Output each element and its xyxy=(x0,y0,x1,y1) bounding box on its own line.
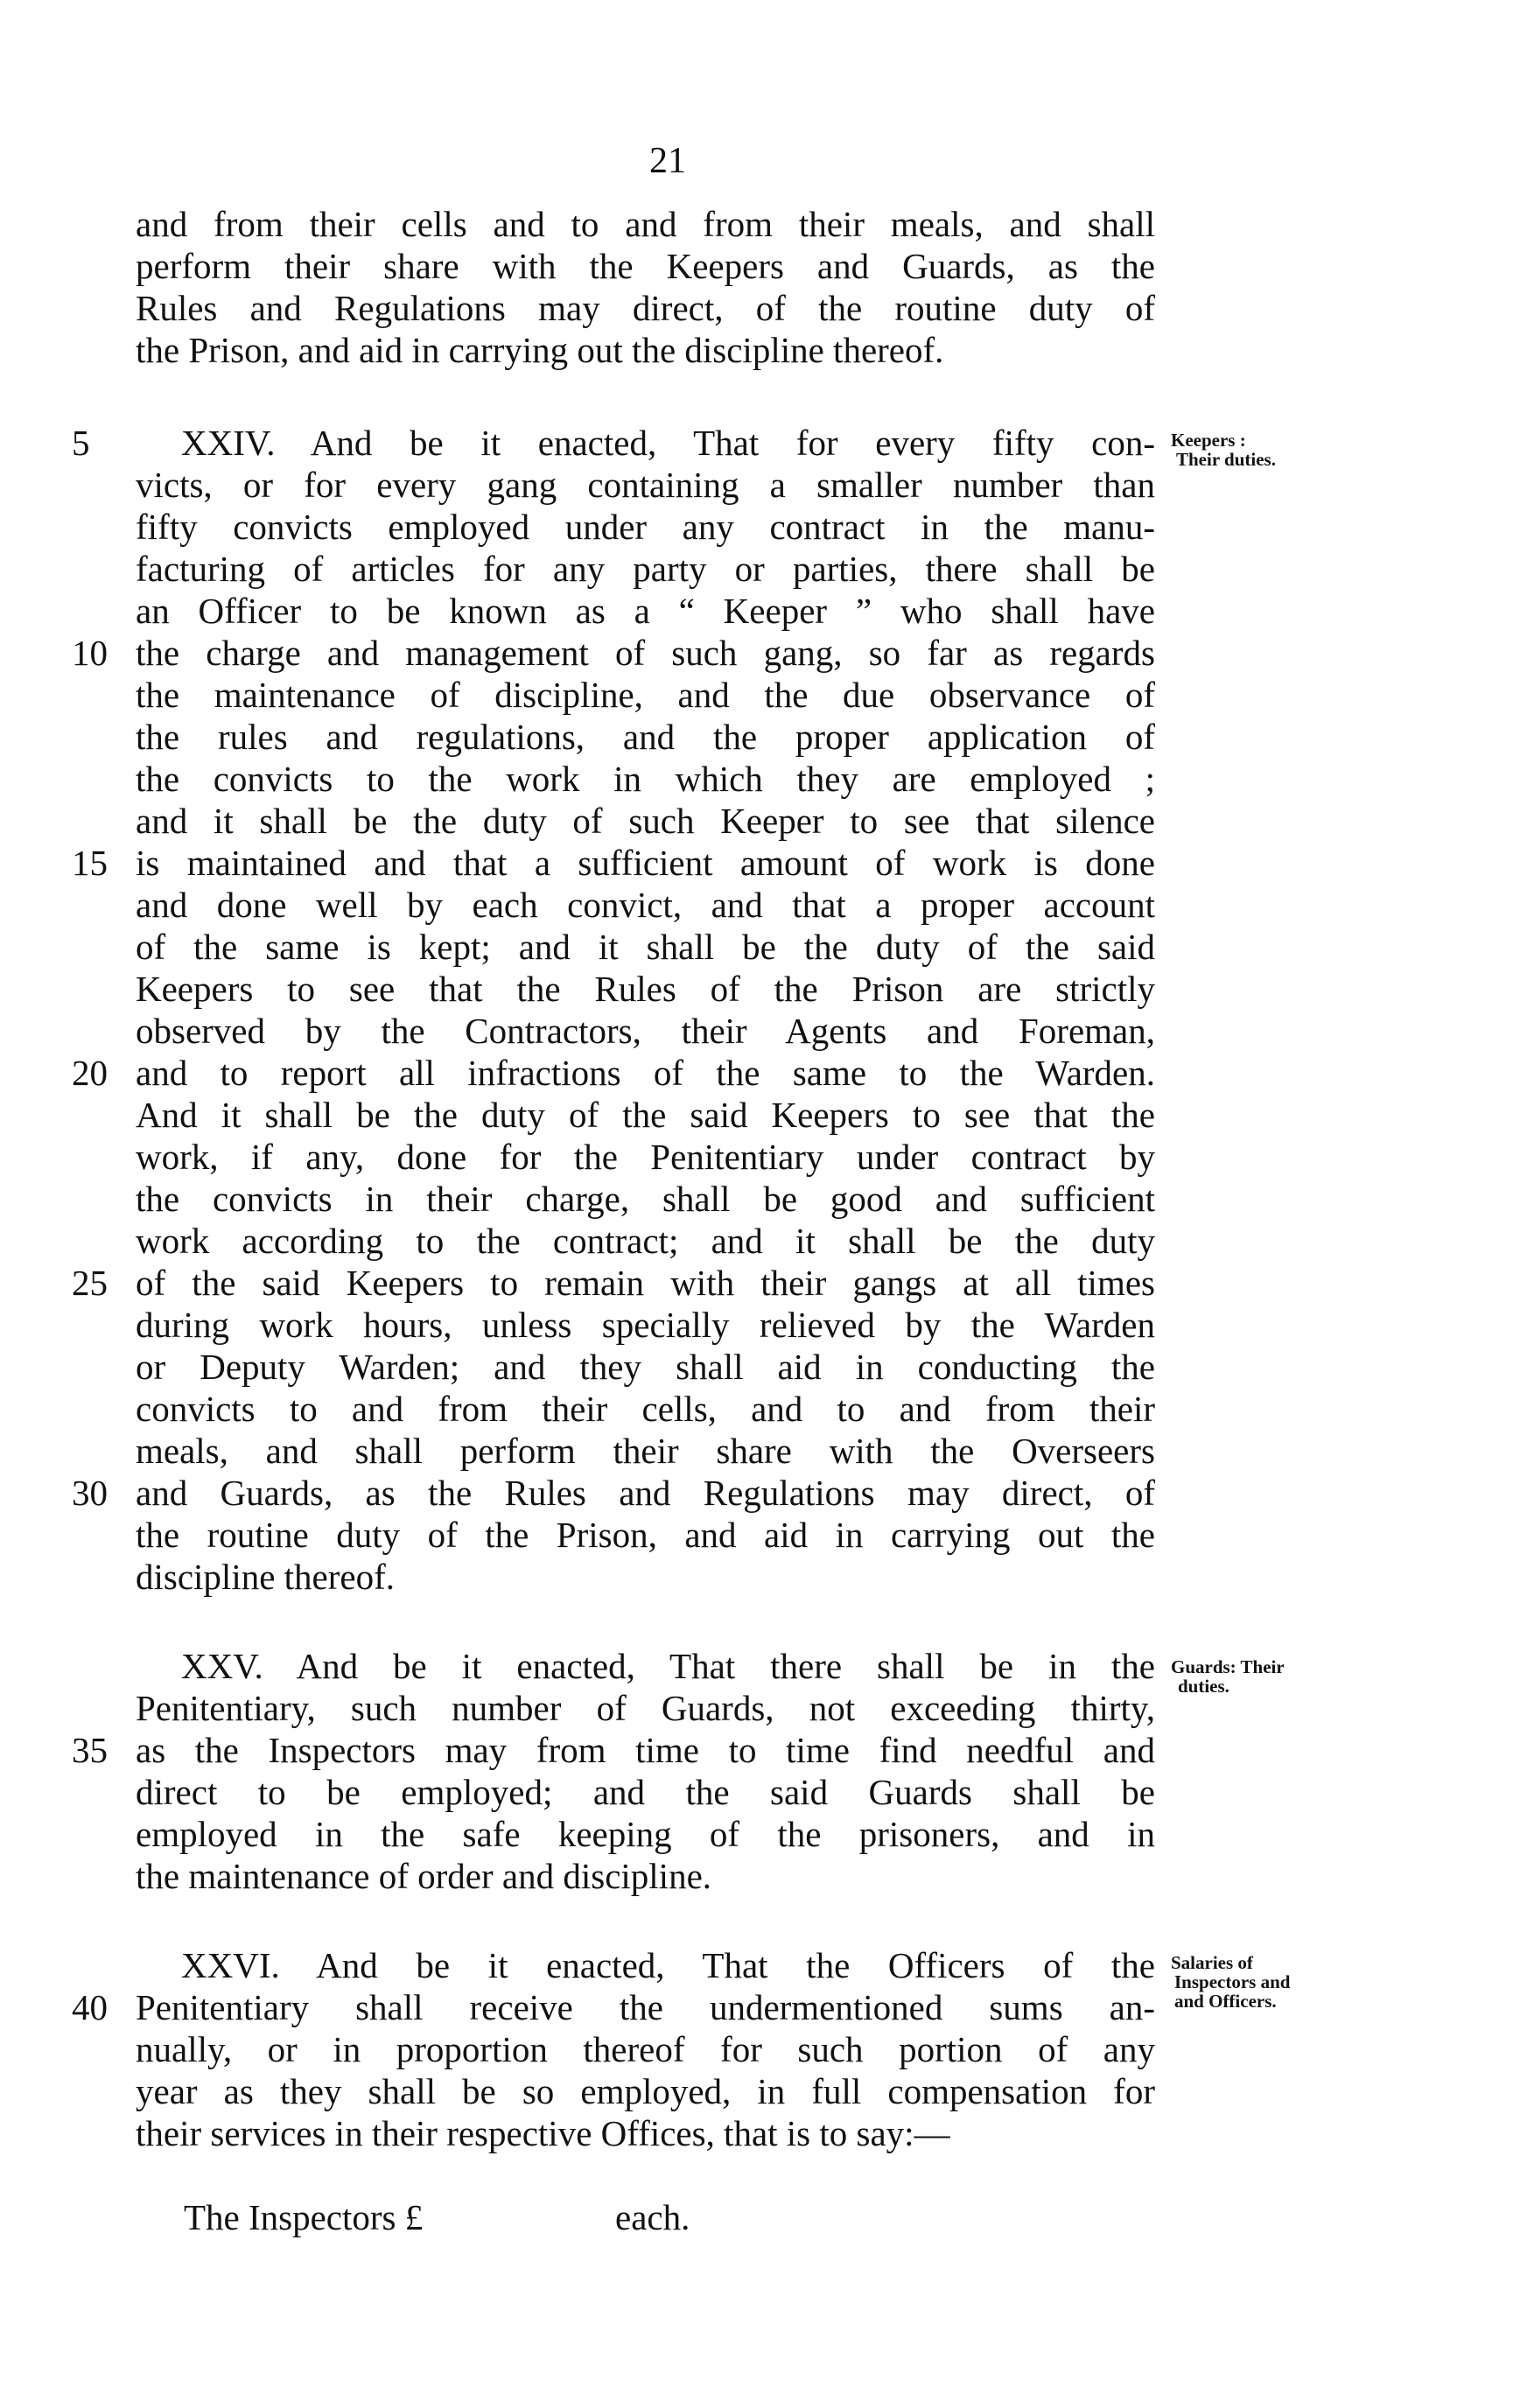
text-line: during work hours, unless specially relieved by the Warden xyxy=(136,1305,1155,1345)
section-xxvi-heading-line: XXVI. And be it enacted, That the Officers of the xyxy=(181,1945,1155,1985)
each-label: each. xyxy=(615,2197,690,2237)
text-line: as the Inspectors may from time to time find needful and xyxy=(136,1730,1155,1770)
text-line: and from their cells and to and from their meals, and shall xyxy=(136,204,1155,244)
text-line: Rules and Regulations may direct, of the routine duty of xyxy=(136,288,1155,328)
text-line: the Prison, and aid in carrying out the discipline thereof. xyxy=(136,330,944,370)
margin-note-line: and Officers. xyxy=(1174,1991,1277,2012)
text-line: the routine duty of the Prison, and aid in carrying out the xyxy=(136,1515,1155,1555)
text-line: work, if any, done for the Penitentiary under contract by xyxy=(136,1137,1155,1177)
text-line: an Officer to be known as a “ Keeper ” who shall have xyxy=(136,591,1155,631)
line-number: 35 xyxy=(72,1730,108,1770)
text-line: convicts to and from their cells, and to and from their xyxy=(136,1389,1155,1429)
text-line: observed by the Contractors, their Agents and Foreman, xyxy=(136,1011,1155,1051)
text-line: Penitentiary, such number of Guards, not exceeding thirty, xyxy=(136,1688,1155,1728)
line-number: 40 xyxy=(72,1987,108,2027)
text-line: is maintained and that a sufficient amount of work is done xyxy=(136,843,1155,883)
text-line: and it shall be the duty of such Keeper to see that silence xyxy=(136,801,1155,841)
text-line: the convicts to the work in which they are employed ; xyxy=(136,759,1155,799)
text-line: employed in the safe keeping of the prisoners, and in xyxy=(136,1814,1155,1854)
text-line: perform their share with the Keepers and Guards, as the xyxy=(136,246,1155,286)
text-line: the rules and regulations, and the proper application of xyxy=(136,717,1155,757)
line-number: 25 xyxy=(72,1263,108,1303)
margin-note-salaries xyxy=(1171,1953,1355,2011)
text-line: victs, or for every gang containing a smaller number than xyxy=(136,465,1155,505)
text-line: discipline thereof. xyxy=(136,1557,396,1597)
margin-note-line: Inspectors and xyxy=(1174,1971,1291,1992)
margin-note-line: Their duties. xyxy=(1176,449,1276,470)
text-line: the maintenance of order and discipline. xyxy=(136,1856,712,1896)
line-number: 5 xyxy=(72,423,90,463)
section-xxv-heading-line: XXV. And be it enacted, That there shall be in the xyxy=(181,1646,1155,1686)
text-line: and Guards, as the Rules and Regulations may direct, of xyxy=(136,1473,1155,1513)
text-line: direct to be employed; and the said Guards shall be xyxy=(136,1772,1155,1812)
text-line: Penitentiary shall receive the undermentioned sums an- xyxy=(136,1987,1155,2027)
text-line: or Deputy Warden; and they shall aid in conducting the xyxy=(136,1347,1155,1387)
text-line: facturing of articles for any party or parties, there shall be xyxy=(136,549,1155,589)
margin-note-line: Guards: Their xyxy=(1171,1656,1285,1677)
text-line: their services in their respective Offices, that is to say:— xyxy=(136,2113,950,2153)
margin-note-keepers xyxy=(1171,430,1355,469)
text-line: of the said Keepers to remain with their gangs at all times xyxy=(136,1263,1155,1303)
line-number: 20 xyxy=(72,1053,108,1093)
text-line: Keepers to see that the Rules of the Prison are strictly xyxy=(136,969,1155,1009)
line-number: 30 xyxy=(72,1473,108,1513)
text-line: and to report all infractions of the same to the Warden. xyxy=(136,1053,1155,1093)
text-line: and done well by each convict, and that a proper account xyxy=(136,885,1155,925)
text-line: fifty convicts employed under any contract in the manu- xyxy=(136,507,1155,547)
margin-note-line: Keepers : xyxy=(1171,430,1246,451)
line-number: 15 xyxy=(72,843,108,883)
margin-note-line: duties. xyxy=(1178,1676,1229,1697)
inspectors-amount-row xyxy=(184,2196,690,2238)
inspectors-label: The Inspectors £ xyxy=(184,2197,424,2237)
margin-note-guards xyxy=(1171,1657,1355,1696)
text-line: nually, or in proportion thereof for such portion of any xyxy=(136,2029,1155,2069)
text-line: work according to the contract; and it shall be the duty xyxy=(136,1221,1155,1261)
section-xxiv-heading-line: XXIV. And be it enacted, That for every fifty con- xyxy=(181,423,1155,463)
text-line: the charge and management of such gang, so far as regards xyxy=(136,633,1155,673)
line-number: 10 xyxy=(72,633,108,673)
margin-note-line: Salaries of xyxy=(1171,1952,1253,1973)
page-number: 21 xyxy=(649,141,686,181)
text-line: And it shall be the duty of the said Keepers to see that the xyxy=(136,1095,1155,1135)
text-line: year as they shall be so employed, in full compensation for xyxy=(136,2071,1155,2111)
text-line: the convicts in their charge, shall be good and sufficient xyxy=(136,1179,1155,1219)
text-line: of the same is kept; and it shall be the duty of the said xyxy=(136,927,1155,967)
text-line: meals, and shall perform their share with the Overseers xyxy=(136,1431,1155,1471)
text-line: the maintenance of discipline, and the due observance of xyxy=(136,675,1155,715)
